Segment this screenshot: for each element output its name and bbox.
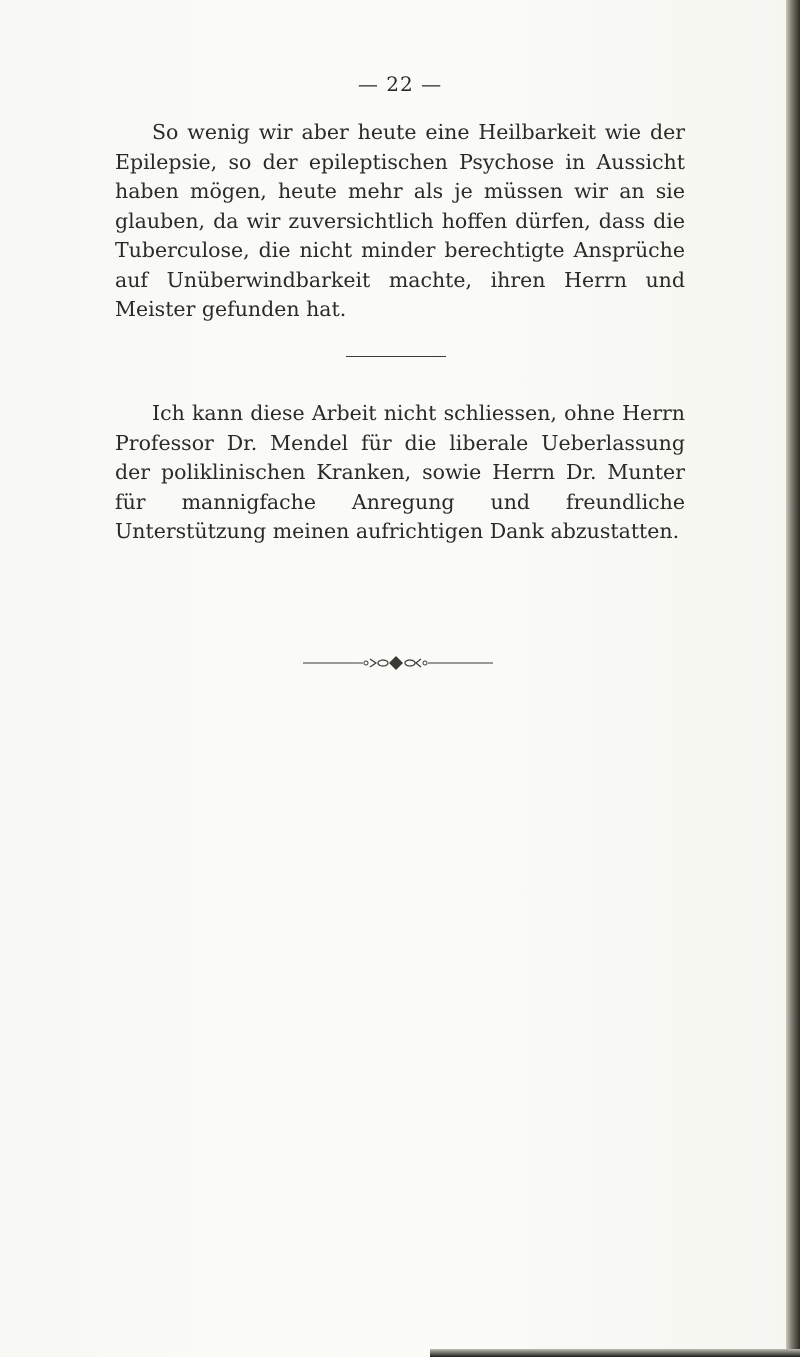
page-edge-shadow [786, 0, 800, 1357]
page-bottom-shadow [430, 1349, 800, 1357]
page-number: — 22 — [357, 72, 443, 96]
paragraph-acknowledgement: Ich kann diese Arbeit nicht schliessen, ohne Herrn Professor Dr. Mendel für die liberale Ueberlassung der poliklinischen Kranken, sowie Herrn Dr. Munter für mannigfache Anregung und freundliche Unterstützung meinen aufrichtigen Dank abzustatten. [115, 401, 685, 543]
end-ornament-icon [303, 653, 493, 673]
paragraph-conclusion: So wenig wir aber heute eine Heilbarkeit wie der Epilepsie, so der epileptischen Psychose in Aussicht haben mögen, heute mehr als je müssen wir an sie glauben, da wir zuversichtlich hoffen dürfen, dass die Tuberculose, die nicht minder berechtigte Ansprüche auf Unüberwindbarkeit machte, ihren Herrn und Meister gefunden hat. [115, 120, 685, 321]
section-divider [346, 356, 446, 357]
